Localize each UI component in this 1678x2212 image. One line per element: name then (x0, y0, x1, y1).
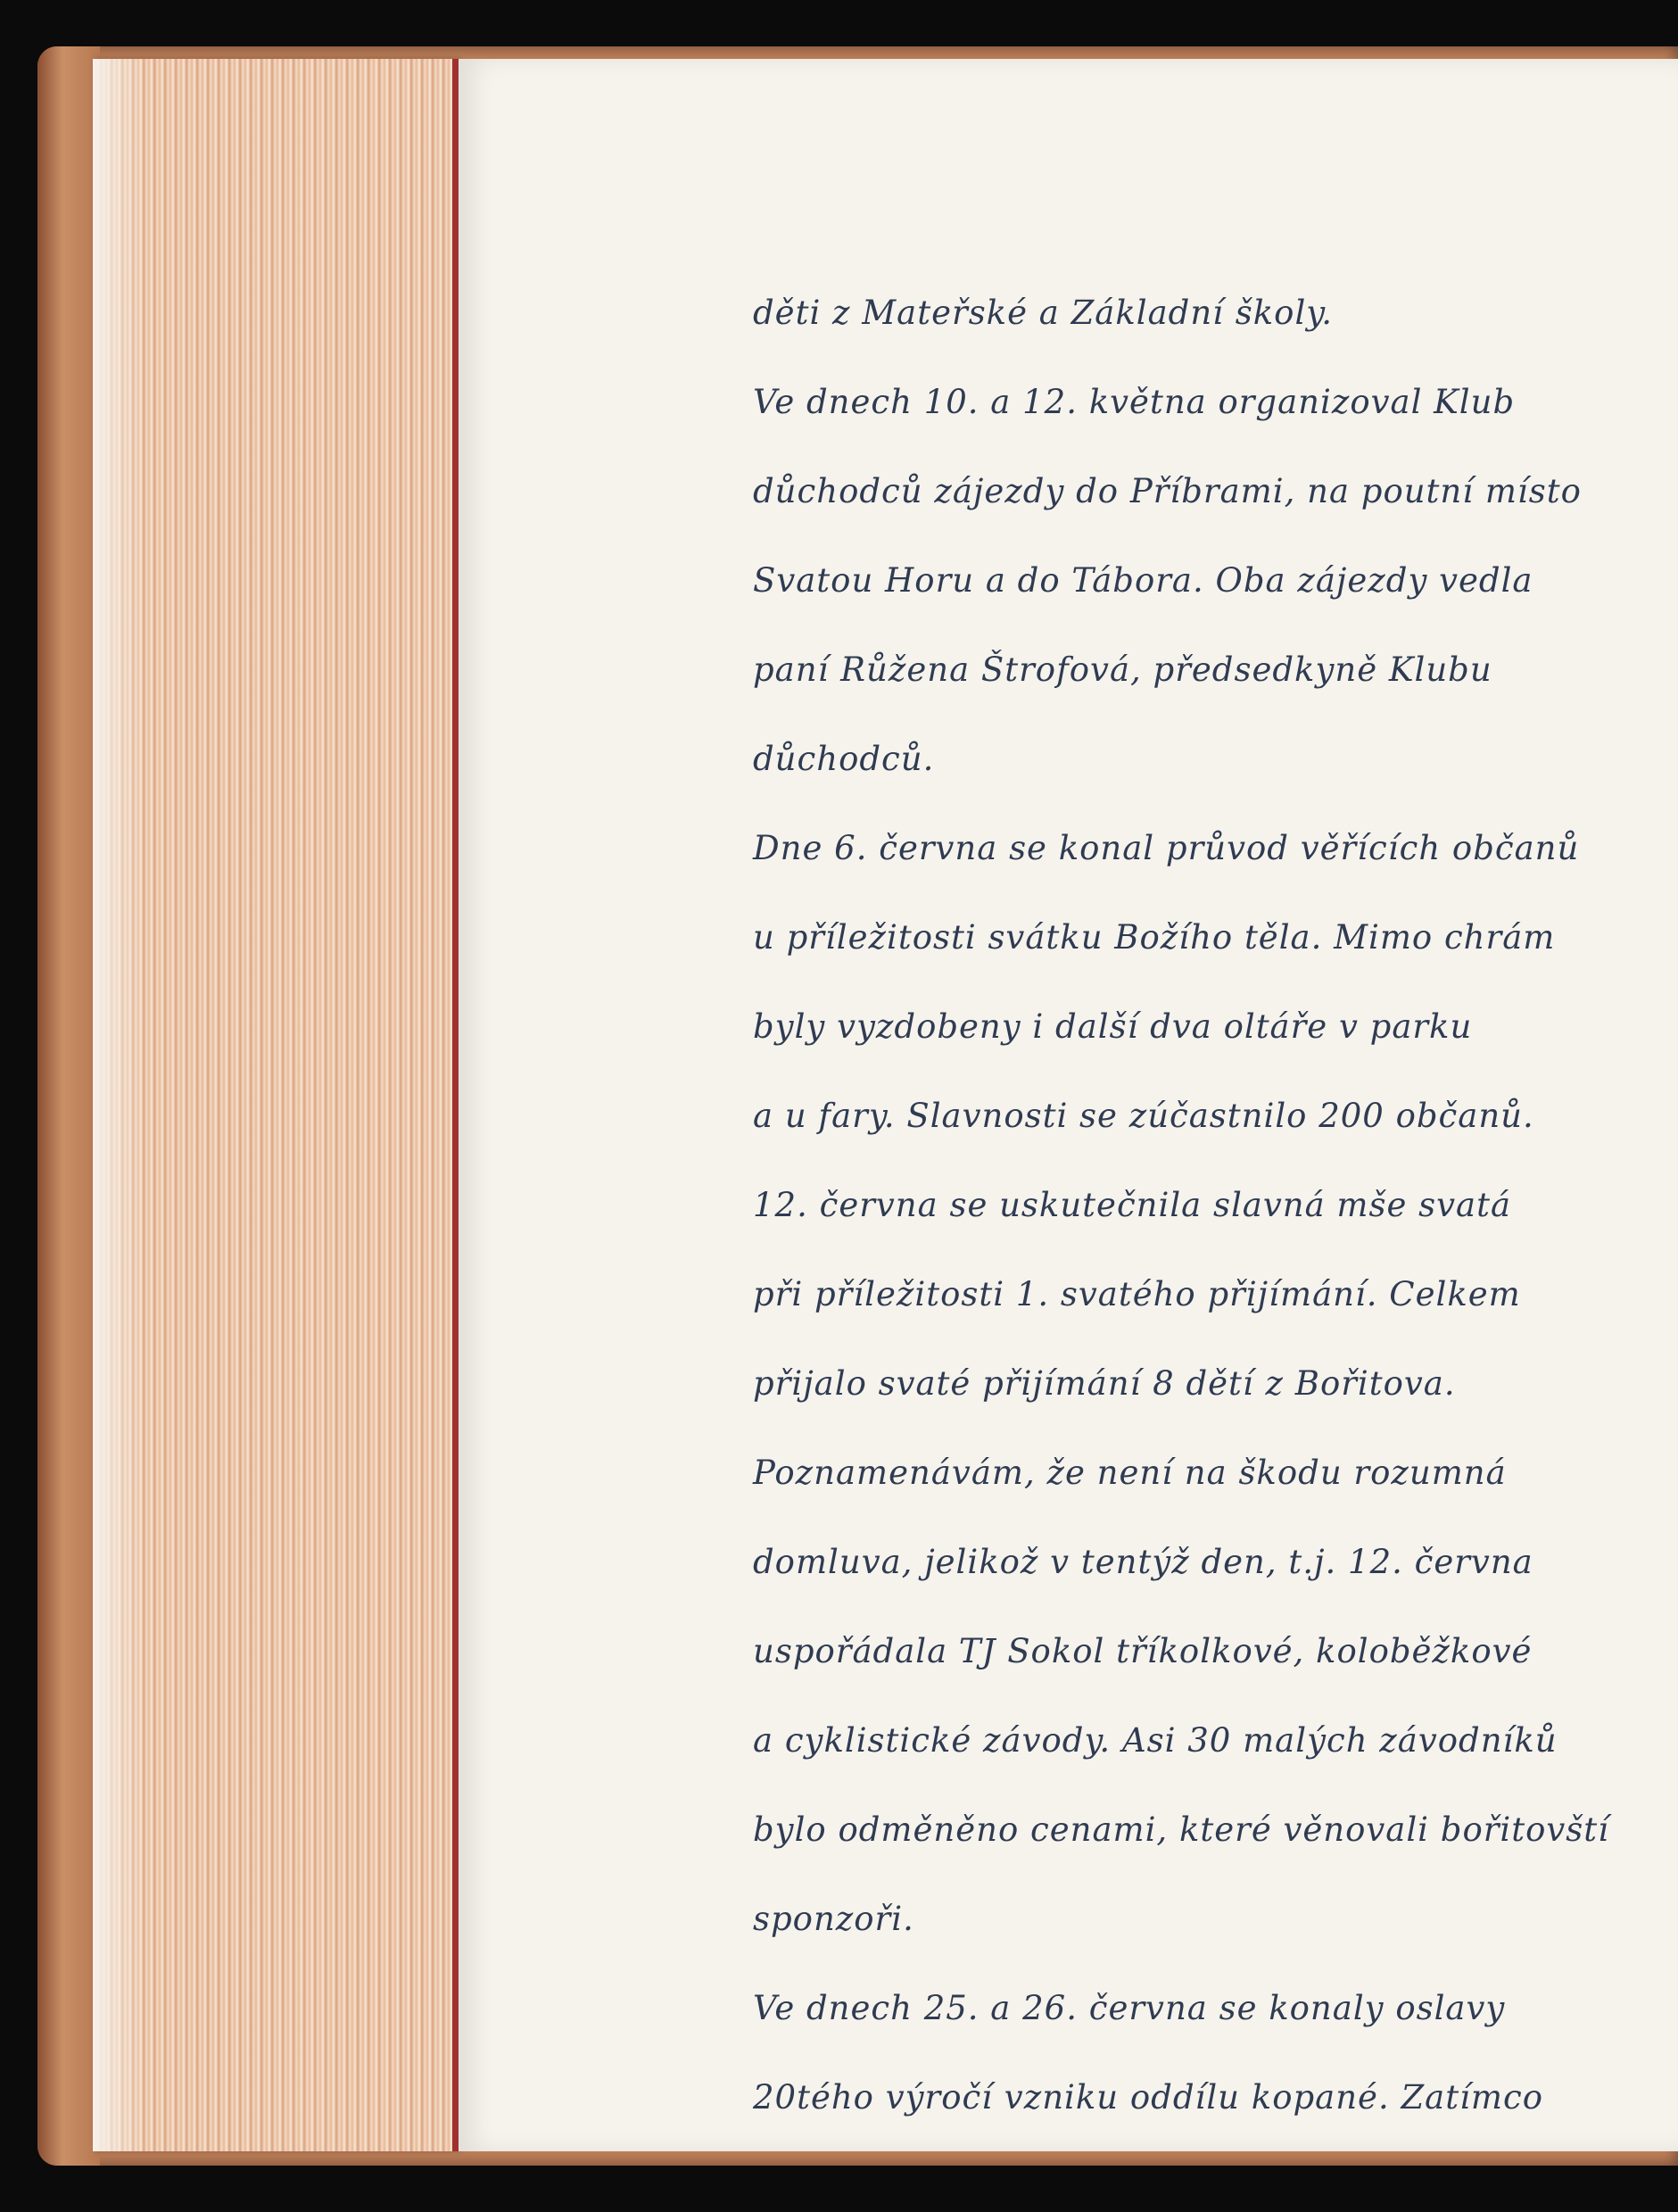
text-line: domluva, jelikož v tentýž den, t.j. 12. června (753, 1543, 1533, 1581)
text-line: a cyklistické závody. Asi 30 malých závodníků (753, 1721, 1558, 1760)
handwritten-text (753, 269, 1645, 2142)
text-line: a u fary. Slavnosti se zúčastnilo 200 občanů. (753, 1097, 1534, 1135)
text-line: 20tého výročí vzniku oddílu kopané. Zatímco (753, 2078, 1544, 2117)
text-line: Ve dnech 25. a 26. června se konaly oslavy (753, 1989, 1506, 2027)
text-line: přijalo svaté přijímání 8 dětí z Bořitova. (753, 1364, 1456, 1403)
text-line: uspořádala TJ Sokol tříkolkové, koloběžkové (753, 1632, 1533, 1670)
text-line: bylo odměněno cenami, které věnovali bořitovští (753, 1810, 1609, 1849)
text-line: Poznamenávám, že není na škodu rozumná (753, 1454, 1507, 1492)
handwritten-page (459, 59, 1678, 2151)
text-line: děti z Mateřské a Základní školy. (753, 294, 1334, 332)
text-line: Dne 6. června se konal průvod věřících občanů (753, 829, 1580, 867)
text-line: důchodců. (753, 740, 935, 778)
page-edges-stack (93, 59, 459, 2151)
text-line: 12. června se uskutečnila slavná mše svatá (753, 1186, 1512, 1224)
book-cover-edge (37, 46, 100, 2166)
text-line: sponzoři. (753, 1900, 914, 1938)
book (37, 46, 1678, 2166)
text-line: při příležitosti 1. svatého přijímání. Celkem (753, 1275, 1521, 1313)
text-line: Svatou Horu a do Tábora. Oba zájezdy vedla (753, 561, 1533, 600)
text-line: paní Růžena Štrofová, předsedkyně Klubu (753, 650, 1492, 689)
text-line: Ve dnech 10. a 12. května organizoval Klub (753, 383, 1516, 421)
text-line: byly vyzdobeny i další dva oltáře v parku (753, 1007, 1473, 1046)
text-line: důchodců zájezdy do Příbrami, na poutní místo (753, 472, 1582, 510)
text-line: u příležitosti svátku Božího těla. Mimo chrám (753, 918, 1556, 957)
